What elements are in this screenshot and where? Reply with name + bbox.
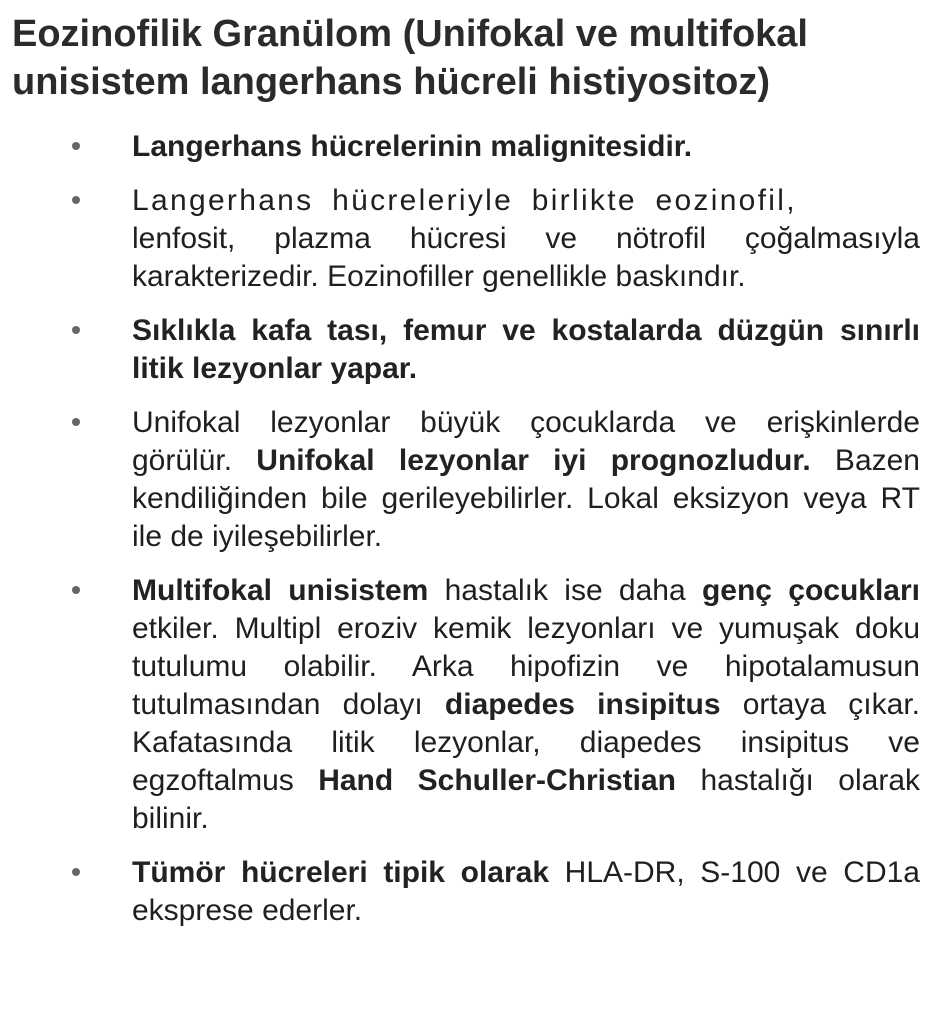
bullet-text: hastalık ise daha [428, 574, 702, 607]
bullet-bold-text: genç çocukları [701, 574, 920, 607]
list-item [72, 128, 920, 166]
bullet-text: ortaya çıkar. Kafatasında litik lezyonlar, diapedes insipitus ve egzoftalmus [132, 688, 920, 797]
bullet-bold-text: Hand Schuller-Christian [318, 764, 677, 797]
bullet-bold-text: Sıklıkla kafa tası, femur ve kostalarda düzgün sınırlı litik lezyonlar yapar. [132, 314, 920, 385]
page-title [12, 10, 912, 106]
list-item [72, 182, 920, 296]
bullet-dot-icon [72, 142, 80, 150]
list-item [72, 854, 920, 930]
bullet-text: lenfosit, plazma hücresi ve nötrofil çoğalmasıyla karakterizedir. Eozinofiller genellikle baskındır. [132, 222, 920, 293]
bullet-dot-icon [72, 418, 80, 426]
bullet-dot-icon [72, 868, 80, 876]
bullet-list [72, 128, 920, 930]
bullet-text: Bazen kendiliğinden bile gerileyebilirler. Lokal eksizyon veya RT ile de iyileşebilirler. [132, 444, 920, 553]
list-item [72, 572, 920, 838]
bullet-text: Unifokal lezyonlar büyük çocuklarda ve erişkinlerde görülür. [132, 406, 920, 477]
list-item [72, 312, 920, 388]
bullet-bold-text: Multifokal unisistem [132, 574, 429, 607]
bullet-text: Langerhans hücreleriyle birlikte eozinofil, [132, 184, 797, 217]
list-item [72, 404, 920, 556]
title-line-1: Eozinofilik Granülom (Unifokal ve multifokal [12, 13, 808, 55]
bullet-text: HLA-DR, S-100 ve CD1a eksprese ederler. [132, 856, 920, 927]
bullet-dot-icon [72, 326, 80, 334]
bullet-text: etkiler. Multipl eroziv kemik lezyonları ve yumuşak doku tutulumu olabilir. Arka hipofizin ve hipotalamusun tutulmasından dolayı [132, 612, 920, 721]
bullet-bold-text: Unifokal lezyonlar iyi prognozludur. [256, 444, 811, 477]
bullet-bold-text: diapedes insipitus [444, 688, 721, 721]
bullet-bold-text: Tümör hücreleri tipik olarak [132, 856, 550, 889]
bullet-dot-icon [72, 586, 80, 594]
bullet-text: hastalığı olarak bilinir. [132, 764, 920, 835]
bullet-dot-icon [72, 196, 80, 204]
bullet-bold-text: Langerhans hücrelerinin malignitesidir. [132, 130, 693, 163]
title-line-2: unisistem langerhans hücreli histiyositoz) [12, 61, 771, 103]
